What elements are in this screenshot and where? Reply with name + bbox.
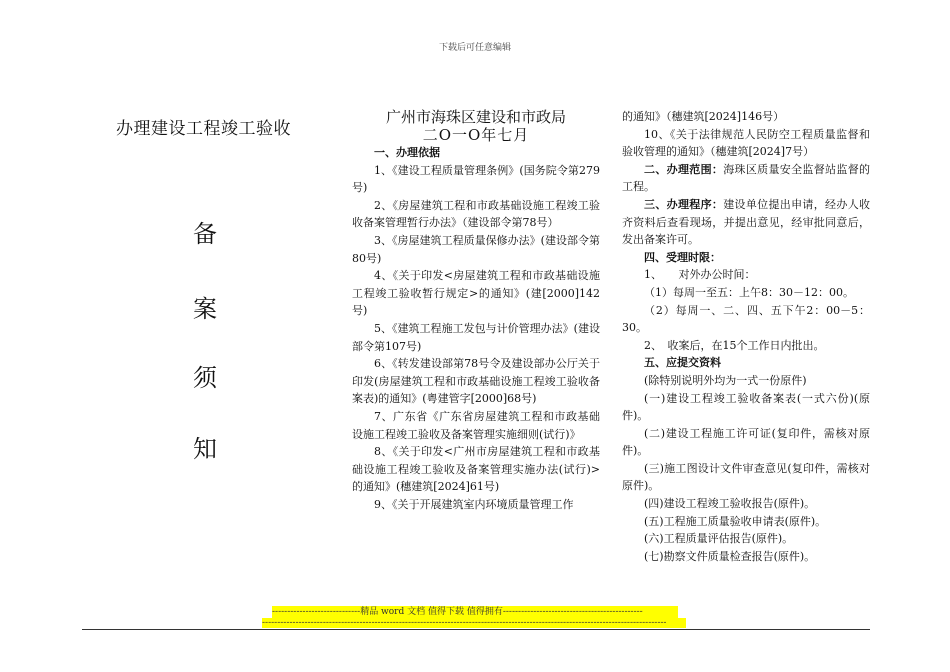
basis-item: 9、《关于开展建筑室内环境质量管理工作 — [374, 497, 574, 511]
materials-item: (五)工程施工质量验收申请表(原件)。 — [644, 514, 827, 528]
basis-item-continued: 的通知》（穗建筑[2024]146号） — [622, 110, 785, 123]
org-name: 广州市海珠区建设和市政局 — [385, 108, 566, 126]
procedure-paragraph — [622, 196, 870, 249]
right-column — [622, 108, 870, 565]
section-heading-time: 四、受理时限： — [644, 250, 721, 264]
materials-item: (一)建设工程竣工验收备案表(一式六份)(原件)。 — [622, 391, 870, 423]
issue-date: 二O一O年七月 — [422, 126, 530, 144]
title-char-1: 备 — [193, 220, 217, 248]
footer-dash-line: ------------------------------------------------------------------------------------------------------------------------------------- — [262, 618, 686, 628]
title-char-3: 须 — [193, 364, 217, 392]
basis-item: 4、《关于印发<房屋建筑工程和市政基础设施工程竣工验收暂行规定>的通知》(建[2000]142号) — [352, 269, 600, 318]
basis-item: 2、《房屋建筑工程和市政基础设施工程竣工验收备案管理暂行办法》（建设部令第78号） — [352, 198, 600, 230]
scope-paragraph — [622, 161, 870, 196]
time-line: 2、 收案后，在15个工作日内批出。 — [644, 338, 825, 352]
section-heading-procedure: 三、办理程序： — [644, 197, 724, 211]
basis-item: 7、广东省《广东省房屋建筑工程和市政基础设施工程竣工验收及备案管理实施细则(试行)》 — [352, 409, 600, 441]
basis-item: 5、《建筑工程施工发包与计价管理办法》(建设部令第107号) — [352, 321, 600, 353]
header-note: 下载后可任意编辑 — [438, 43, 511, 53]
basis-item: 10、《关于法律规范人民防空工程质量监督和验收管理的通知》（穗建筑[2024]7号） — [622, 127, 870, 159]
title-char-4: 知 — [193, 435, 217, 463]
section-heading-materials: 五、应提交资料 — [644, 356, 721, 370]
footer-rule — [82, 629, 870, 630]
materials-item: (四)建设工程竣工验收报告(原件)。 — [644, 497, 816, 511]
materials-item: (三)施工图设计文件审查意见(复印件，需核对原件)。 — [622, 461, 870, 493]
materials-item: (除特别说明外均为一式一份原件) — [644, 373, 807, 387]
title-char-2: 案 — [193, 295, 217, 323]
materials-item: (六)工程质量评估报告(原件)。 — [644, 532, 794, 546]
scope-text: 海珠区质量安全监督站监督的工程。 — [622, 162, 871, 194]
time-line: （1）每周一至五：上午8：30－12：00。 — [644, 285, 854, 299]
basis-item: 3、《房屋建筑工程质量保修办法》(建设部令第80号) — [352, 233, 600, 265]
materials-item: (二)建设工程施工许可证(复印件，需核对原件)。 — [622, 426, 870, 458]
section-heading-basis: 一、办理依据 — [374, 146, 440, 159]
basis-item: 1、《建设工程质量管理条例》(国务院令第279号) — [352, 163, 600, 195]
materials-item: (七)勘察文件质量检查报告(原件)。 — [644, 549, 816, 563]
procedure-text: 建设单位提出申请，经办人收齐资料后查看现场，并提出意见，经审批同意后，发出备案许可。 — [622, 197, 871, 247]
middle-column — [352, 108, 600, 513]
footer-banner: -----------------------------精品 word 文档 值得下载 值得拥有---------------------------------------------- — [272, 606, 678, 618]
section-heading-scope: 二、办理范围： — [644, 162, 724, 176]
time-line: （2）每周一、二、四、五下午2：00－5：30。 — [622, 303, 870, 335]
basis-item: 6、《转发建设部第78号令及建设部办公厅关于印发(房屋建筑工程和市政基础设施工程竣工验收备案表)的通知》(粤建管字[2000]68号) — [352, 357, 600, 406]
document-title: 办理建设工程竣工验收 — [116, 119, 291, 139]
time-line: 1、 对外办公时间： — [644, 268, 756, 282]
basis-item: 8、《关于印发<广州市房屋建筑工程和市政基础设施工程竣工验收及备案管理实施办法(试行)>的通知》(穗建筑[2024]61号) — [352, 445, 600, 494]
